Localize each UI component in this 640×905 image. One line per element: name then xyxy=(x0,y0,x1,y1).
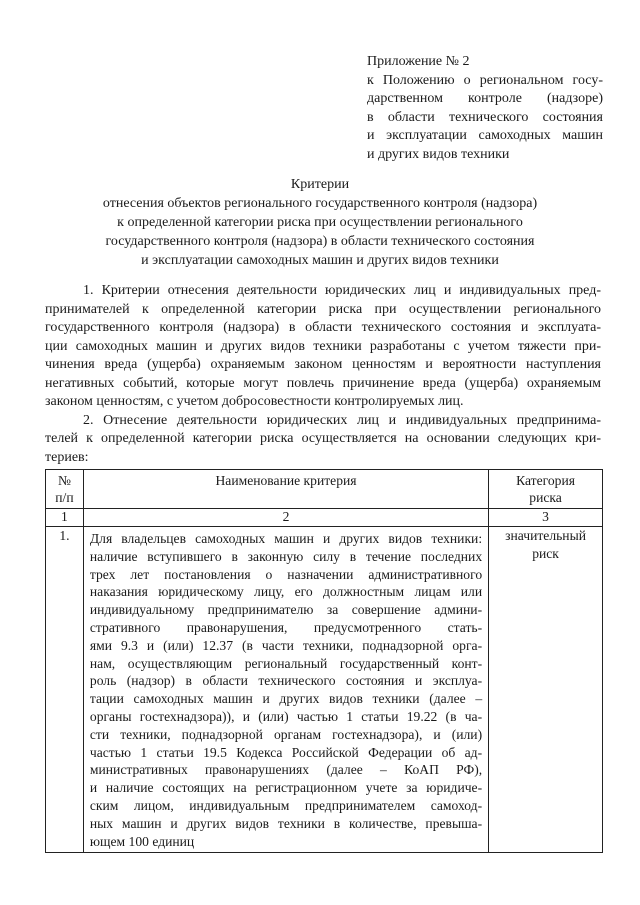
header-category-sub: риска xyxy=(529,490,562,505)
header-number-sub: п/п xyxy=(55,490,74,505)
criteria-table xyxy=(45,469,603,853)
criterion-line: нам, осуществляющим региональный государственный конт- xyxy=(89,655,483,671)
criterion-line: ским лицом, индивидуальным предпринимателем самоход- xyxy=(89,797,483,813)
title-line: государственного контроля (надзора) в области технического состояния xyxy=(105,234,535,249)
body-text xyxy=(45,282,601,467)
document-title xyxy=(40,175,600,270)
criterion-line: ющем 100 единиц xyxy=(89,833,195,849)
column-number: 2 xyxy=(83,509,488,527)
criterion-line: стративного правонарушения, предусмотренного стать- xyxy=(89,619,483,635)
header-number-cell xyxy=(46,470,84,509)
risk-category-sub: риск xyxy=(532,545,559,561)
column-number: 3 xyxy=(489,509,603,527)
criterion-line: министративных правонарушениях (далее – КоАП РФ), xyxy=(89,762,483,778)
criterion-line: и наличие состоящих на регистрационном учете за юридиче- xyxy=(89,780,483,796)
risk-category-cell xyxy=(489,527,603,853)
annex-line: и других видов техники xyxy=(367,146,510,162)
header-category-cell xyxy=(489,470,603,509)
column-number-row xyxy=(46,509,603,527)
table-header-row xyxy=(46,470,603,509)
paragraph-1-line: принимателей к определенной категории риска при осуществлении регионального xyxy=(45,301,601,317)
paragraph-2-line: 2. Отнесение деятельности юридических лиц и индивидуальных предпринима- xyxy=(83,412,601,428)
criterion-line: Для владельцев самоходных машин и других видов техники: xyxy=(89,531,483,546)
title-heading: Критерии xyxy=(290,177,350,192)
criterion-line: органы гостехнадзора)), и (или) частью 1 статьи 19.22 (в ча- xyxy=(89,708,483,724)
paragraph-2-line: телей к определенной категории риска осуществляется на основании следующих кри- xyxy=(45,431,601,446)
paragraph-2-line: териев: xyxy=(45,449,89,465)
annex-line: и эксплуатации самоходных машин xyxy=(367,128,603,143)
title-line: отнесения объектов регионального государственного контроля (надзора) xyxy=(102,196,538,211)
paragraph-1-line: законом ценностям, с учетом добросовестности контролируемых лиц. xyxy=(45,394,464,409)
paragraph-1-line: чинения вреда (ущерба) охраняемым законом ценностям и вероятности наступления xyxy=(45,357,601,372)
header-number: № xyxy=(57,473,71,488)
criterion-line: трех лет постановления о назначении административного xyxy=(89,566,483,582)
criterion-cell xyxy=(83,527,488,853)
annex-line: в области технического состояния xyxy=(367,109,603,125)
row-number: 1. xyxy=(46,527,84,853)
criterion-line: тации самоходных машин и других видов техники (далее – xyxy=(89,691,483,707)
criterion-line: роль (надзор) в области технического состояния и эксплуа- xyxy=(89,673,483,689)
criterion-line: ных машин и других видов техники в количестве, превыша- xyxy=(89,815,483,831)
criterion-line: наказания юридическому лицу, его должностным лицам или xyxy=(89,584,483,600)
annex-line: Приложение № 2 xyxy=(367,54,470,69)
annex-line: дарственном контроле (надзоре) xyxy=(367,91,603,106)
table-row xyxy=(46,527,603,853)
criterion-line: наличие вступившего в законную силу в течение последних xyxy=(89,548,483,564)
criterion-line: сти техники, поднадзорной органам гостехнадзора), и (или) xyxy=(89,726,483,742)
criterion-line: частью 1 статьи 19.5 Кодекса Российской Федерации об ад- xyxy=(89,744,483,760)
title-line: к определенной категории риска при осуществлении регионального xyxy=(117,215,523,230)
paragraph-1-line: негативных событий, которые могут повлечь причинение вреда (ущерба) охраняемым xyxy=(45,375,601,391)
header-name: Наименование критерия xyxy=(215,473,357,488)
paragraph-1-line: ции самоходных машин и других видов техники разработаны с учетом тяжести при- xyxy=(45,338,601,354)
annex-line: к Положению о региональном госу- xyxy=(367,72,603,88)
criterion-line: ями 9.3 и (или) 12.37 (в части техники, поднадзорной орга- xyxy=(89,637,483,653)
criterion-line: индивидуальному предпринимателю за совершение админи- xyxy=(89,602,483,618)
header-name-cell xyxy=(83,470,488,509)
annex-note xyxy=(367,53,603,164)
column-number: 1 xyxy=(46,509,84,527)
header-category: Категория xyxy=(516,473,576,488)
title-line: и эксплуатации самоходных машин и других видов техники xyxy=(141,253,499,268)
paragraph-1-line: 1. Критерии отнесения деятельности юридических лиц и индивидуальных пред- xyxy=(83,283,601,298)
paragraph-1-line: государственного контроля (надзора) в области технического состояния и эксплуата- xyxy=(45,320,601,335)
risk-category: значительный xyxy=(505,528,586,543)
